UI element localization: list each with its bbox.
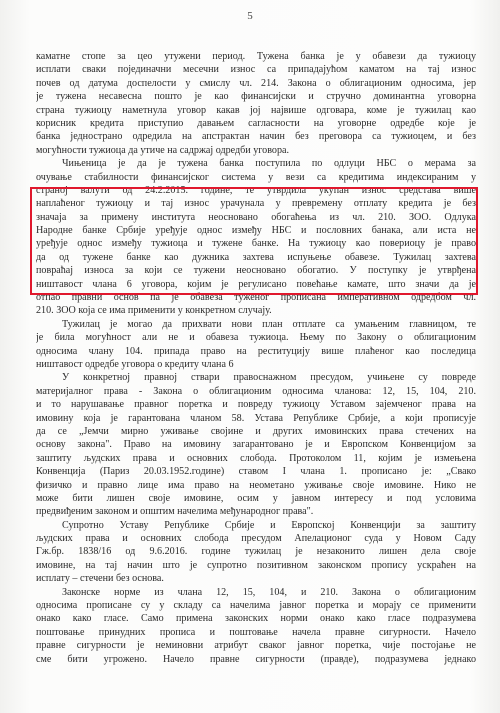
text-line: У конкретној правној ствари правоснажном пресудом, учињене су повреде [62, 372, 476, 384]
text-line: ништавост одредбе уговора о кредиту члана 6 [36, 358, 234, 370]
text-line: онако како гласе. Само примена законских норми онако како гласе подразумева [36, 613, 476, 625]
text-line: отпао правни основ па је обавеза туженог прописана императивном одредбом чл. [36, 292, 476, 304]
text-line: почев од датума доспелости у смислу чл. 214. Закона о облигационим односима, јер [36, 77, 476, 89]
text-line: ништавост члана 6 уговора, којим је регулисано повећање камате, што значи да је [36, 278, 476, 290]
text-line: поштовање принудних прописа и поштовање начела правне сигурности. Начело [36, 626, 476, 638]
text-line: Гж.бр. 1838/16 од 9.6.2016. године тужилац је незаконито лишен дела своје [36, 546, 476, 558]
text-line: је тужена несавесна пошто је као финансијски и стручно доминантна уговорна [36, 91, 476, 103]
text-line: сме бити угрожено. Начело правне сигурности (правде), подразумева једнако [36, 653, 476, 665]
text-line: повраћај износа за који се тужени неосновано обогатио. У поступку је утврђена [36, 265, 476, 277]
text-line: односима прописане су у складу са начелима јавног поретка и морају се применити [36, 600, 476, 612]
text-line: наплаћеног тужиоцу и тај износ урачунала у превремену отплату кредита је без [36, 198, 476, 210]
text-line: банка једнострано одредила на апстрактан начин без преговора са тужиоцем, и без [36, 131, 476, 143]
text-line: физичко и правно лице има право на неометано уживање своје имовине. Нико не [36, 479, 476, 491]
text-line: исплати сваки појединачни месечни износ са припадајућом каматом на тај износ [36, 64, 476, 76]
text-line: 210. ЗОО која се има применити у конкретном случају. [36, 305, 272, 317]
text-line: страна тужиоцу наметнула уговор какав јој највише одговара, коме је тужилац као [36, 104, 476, 116]
text-line: Чињеница је да је тужена банка поступила по одлуци НБС о мерама за [62, 158, 476, 170]
text-line: предвиђеним законом и општим начелима међународног права". [36, 506, 314, 518]
text-line: Народне банке Србије уређује однос између НБС и пословних банака, али иста не [36, 225, 476, 237]
text-line: исплату – стечени без основа. [36, 573, 164, 585]
document-body [36, 50, 476, 666]
text-line: Конвенција (Париз 20.03.1952.године) ставом I члана 1. прописано је: „Свако [36, 466, 476, 478]
text-line: имовину која је гарантована чланом 58. Устава Републике Србије, а који прописује [36, 412, 476, 424]
text-line: Супротно Уставу Републике Србије и Европској Конвенцији за заштиту [62, 519, 476, 531]
text-line: Тужилац је могао да прихвати нови план отплате са умањеним главницом, те [62, 318, 476, 330]
page-number: 5 [247, 10, 253, 22]
text-line: уређује однос између тужиоца и тужене банке. На тужиоцу као повериоцу је право [36, 238, 476, 250]
text-line: очување стабилности финансијског система у вези са кредитима индексираним у [36, 171, 476, 183]
text-line: Законске норме из члана 12, 15, 104, и 210. Закона о облигационим [62, 586, 476, 598]
text-line: да од тужене банке као дужника захтева испуњење обавезе. Тужилац захтева [36, 251, 476, 263]
text-line: имовине, на тај начин што је супротно позитивном законском пропису ускраћен на [36, 559, 476, 571]
text-line: страној валути од 24.2.2015. године, те утврдила укупан износ средстава више [36, 184, 476, 196]
red-highlight-box [30, 187, 478, 295]
text-line: и то нарушавање правног поретка и повреду тужиоцу Уставом зајемченог права на [36, 399, 476, 411]
text-line: основу закона". Право на имовину загарантовано је и Европском Конвенцијом за [36, 439, 476, 451]
text-line: правне сигурности је неминовни атрибут сваког јавног поретка, чије постојање не [36, 640, 476, 652]
text-line: је била могућност али не и обавеза тужиоца. Њему по Закону о облигационим [36, 332, 476, 344]
text-line: да се „Јемчи мирно уживање својине и других имовинских права стечених на [36, 425, 476, 437]
text-line: корисник кредита приступио давањем сагласности на уговорне одредбе које је [36, 117, 476, 129]
text-line: заштиту људских права и основних слобода. Протоколом 11, којим је измењена [36, 452, 476, 464]
text-line: каматне стопе за цео утужени период. Тужена банка је у обавези да тужиоцу [36, 51, 476, 62]
text-line: могућности тужиоца да утиче на садржај одредби уговора. [36, 144, 289, 156]
text-line: људских права и основних слобода пресудом Апелационог суда у Новом Саду [36, 533, 476, 545]
text-line: односима члану 104. припада право на реституцију више плаћеног као последица [36, 345, 476, 357]
text-line: може бити лишен своје имовине, осим у јавном интересу и под условима [36, 492, 476, 504]
text-line: материјалног права - Закона о облигационим односима чланова: 12, 15, 104, 210. [36, 385, 476, 397]
text-line: значаја за примену института неосновано обогаћења из чл. 210. ЗОО. Одлука [36, 211, 476, 223]
